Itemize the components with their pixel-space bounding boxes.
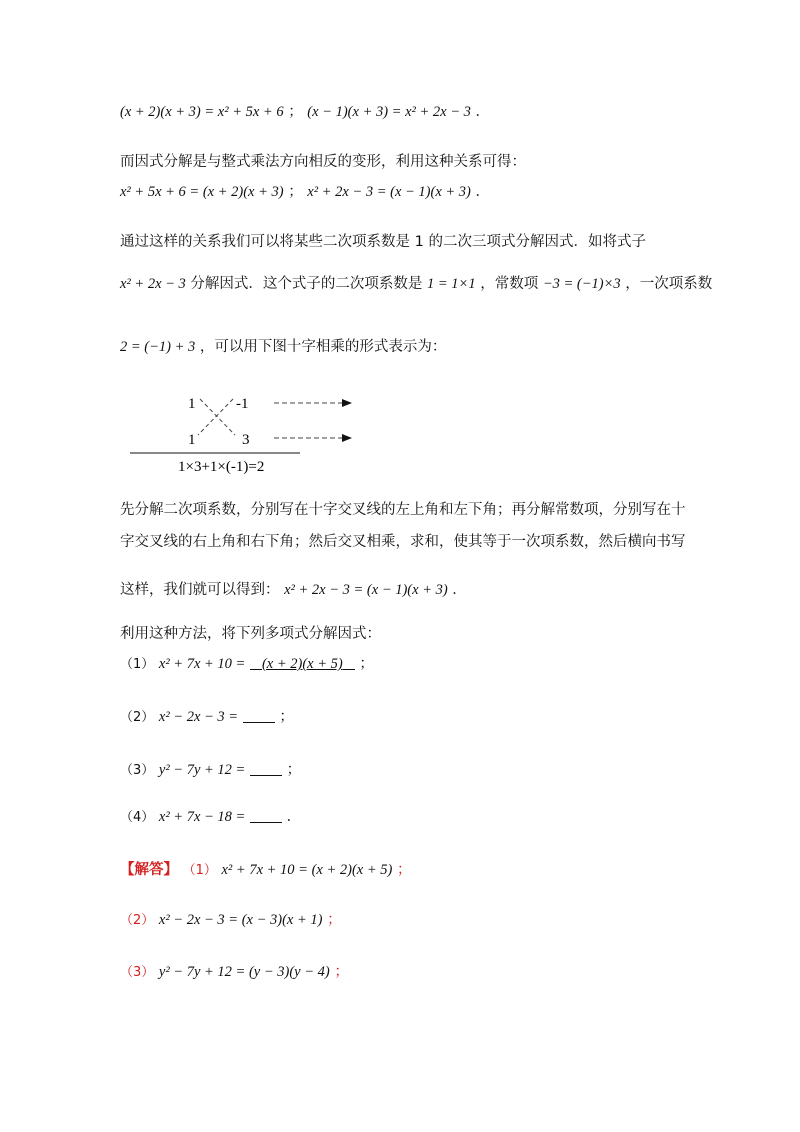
quadratic-coefficient: 1 = 1×1 — [427, 276, 476, 292]
solution-expression: y² − 7y + 12 = (y − 3)(y − 4) — [158, 964, 330, 980]
problem-2 — [120, 705, 294, 726]
explanation-text-1: 通过这样的关系我们可以将某些二次项系数是 1 的二次三项式分解因式．如将式子 — [120, 234, 646, 250]
constant-term: −3 = (−1)×3 — [542, 276, 621, 292]
product-example-1: (x + 2)(x + 3) = x² + 5x + 6 — [120, 104, 284, 120]
end-punctuation: ； — [279, 709, 294, 725]
expression: x² + 2x − 3 — [120, 276, 186, 292]
arrow-head-icon — [342, 399, 352, 407]
text-segment: ，可以用下图十字相乘的形式表示为： — [199, 339, 447, 355]
problem-expression: x² − 2x − 3 = — [158, 709, 239, 725]
end-punctuation: ； — [359, 656, 374, 672]
cross-multiplication-diagram — [120, 385, 380, 475]
solution-item-1 — [120, 858, 411, 879]
problem-number: （2） — [120, 710, 155, 725]
method-text-2: 字交叉线的右上角和右下角；然后交叉相乘，求和，使其等于一次项系数，然后横向书写 — [120, 534, 686, 550]
separator: ； — [288, 104, 303, 120]
problem-1 — [120, 652, 374, 673]
end-punctuation: ； — [327, 912, 342, 928]
problem-expression: y² − 7y + 12 = — [158, 762, 246, 778]
solution-item-2 — [120, 908, 342, 929]
separator: ； — [288, 184, 303, 200]
period: ． — [475, 104, 490, 120]
text-segment: 这样，我们就可以得到： — [120, 582, 280, 598]
problem-expression: x² + 7x + 10 = — [158, 656, 246, 672]
problem-3 — [120, 758, 301, 779]
product-examples-line — [120, 100, 490, 121]
end-punctuation: ． — [286, 809, 302, 825]
solution-label: 【解答】 — [120, 862, 178, 878]
exercise-instructions: 利用这种方法，将下列多项式分解因式： — [120, 626, 381, 642]
answer-text: (x + 2)(x + 5) — [261, 656, 343, 672]
end-punctuation: ； — [286, 762, 302, 778]
answer-blank-right — [343, 655, 355, 670]
end-punctuation: ； — [334, 964, 349, 980]
bottom-left-number: 1 — [188, 432, 196, 448]
end-punctuation: ； — [396, 862, 412, 878]
cross-line-1 — [200, 399, 235, 435]
period: ． — [475, 184, 490, 200]
factoring-example-1: x² + 5x + 6 = (x + 2)(x + 3) — [120, 184, 284, 200]
explanation-text-3 — [120, 335, 446, 356]
solution-number: （1） — [182, 863, 217, 878]
answer-blank[interactable] — [250, 808, 282, 823]
solution-expression: x² + 7x + 10 = (x + 2)(x + 5) — [221, 862, 393, 878]
product-example-2: (x − 1)(x + 3) = x² + 2x − 3 — [307, 104, 471, 120]
top-right-number: -1 — [236, 396, 249, 412]
text-segment: ，一次项系数 — [625, 276, 713, 292]
bottom-right-number: 3 — [242, 432, 250, 448]
factoring-examples-line — [120, 180, 490, 201]
text-segment: ，常数项 — [480, 276, 539, 292]
arrow-head-icon — [342, 434, 352, 442]
linear-coefficient: 2 = (−1) + 3 — [120, 339, 196, 355]
cross-result: 1×3+1×(-1)=2 — [178, 459, 265, 475]
problem-expression: x² + 7x − 18 = — [158, 809, 246, 825]
answer-blank-left — [250, 655, 262, 670]
method-result-line — [120, 578, 467, 599]
period: ． — [452, 582, 467, 598]
method-result-expression: x² + 2x − 3 = (x − 1)(x + 3) — [284, 582, 448, 598]
solution-number: （3） — [120, 965, 155, 980]
cross-line-2 — [198, 399, 233, 435]
problem-4 — [120, 805, 301, 826]
factoring-example-2: x² + 2x − 3 = (x − 1)(x + 3) — [307, 184, 471, 200]
solution-expression: x² − 2x − 3 = (x − 3)(x + 1) — [158, 912, 323, 928]
method-text-1: 先分解二次项系数，分别写在十字交叉线的左上角和左下角；再分解常数项，分别写在十 — [120, 502, 686, 518]
answer-blank[interactable] — [243, 708, 275, 723]
problem-number: （1） — [120, 657, 155, 672]
intro-factoring-text: 而因式分解是与整式乘法方向相反的变形，利用这种关系可得： — [120, 154, 526, 170]
solution-number: （2） — [120, 913, 155, 928]
explanation-text-2 — [120, 272, 712, 293]
problem-number: （4） — [120, 810, 155, 825]
solution-item-3 — [120, 960, 349, 981]
top-left-number: 1 — [188, 396, 196, 412]
text-segment: 分解因式．这个式子的二次项系数是 — [190, 276, 423, 292]
answer-blank[interactable] — [250, 761, 282, 776]
problem-number: （3） — [120, 763, 155, 778]
